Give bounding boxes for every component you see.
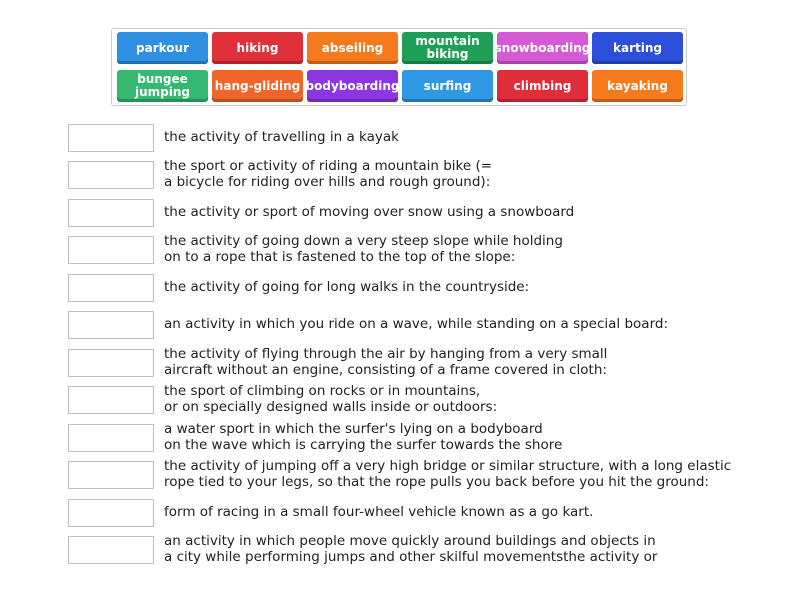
clue-1: the activity of travelling in a kayak <box>164 129 399 145</box>
clue-9: a water sport in which the surfer's lying on a bodyboard on the wave which is carrying the surfer towards the shore <box>164 421 563 453</box>
answer-slot-10[interactable] <box>68 461 154 489</box>
clue-2: the sport or activity of riding a mountain bike (= a bicycle for riding over hills and rough ground): <box>164 158 493 190</box>
clue-8: the sport of climbing on rocks or in mountains, or on specially designed walls inside or outdoors: <box>164 383 498 415</box>
answer-slot-1[interactable] <box>68 124 154 152</box>
answer-slot-4[interactable] <box>68 236 154 264</box>
tile-parkour[interactable]: parkour <box>117 32 208 64</box>
tile-bungee-jumping[interactable]: bungee jumping <box>117 70 208 102</box>
tile-snowboarding[interactable]: snowboarding <box>497 32 588 64</box>
answer-slot-12[interactable] <box>68 536 154 564</box>
answer-slot-3[interactable] <box>68 199 154 227</box>
tile-bodyboarding[interactable]: bodyboarding <box>307 70 398 102</box>
answer-slot-11[interactable] <box>68 499 154 527</box>
tile-surfing[interactable]: surfing <box>402 70 493 102</box>
answer-slot-9[interactable] <box>68 424 154 452</box>
tile-hiking[interactable]: hiking <box>212 32 303 64</box>
clue-11: form of racing in a small four-wheel vehicle known as a go kart. <box>164 504 594 520</box>
clue-12: an activity in which people move quickly around buildings and objects in a city while performing jumps and other skilful movementsthe activity or <box>164 533 658 565</box>
clue-10: the activity of jumping off a very high bridge or similar structure, with a long elastic rope tied to your legs, so that the rope pulls you back before you hit the ground: <box>164 458 732 490</box>
word-bank <box>111 28 687 106</box>
tile-climbing[interactable]: climbing <box>497 70 588 102</box>
clue-6: an activity in which you ride on a wave, while standing on a special board: <box>164 316 669 332</box>
clue-5: the activity of going for long walks in the countryside: <box>164 279 530 295</box>
answer-slot-2[interactable] <box>68 161 154 189</box>
answer-slot-7[interactable] <box>68 349 154 377</box>
clue-4: the activity of going down a very steep slope while holding on to a rope that is fastened to the top of the slope: <box>164 233 563 265</box>
tile-hang-gliding[interactable]: hang-gliding <box>212 70 303 102</box>
tile-abseiling[interactable]: abseiling <box>307 32 398 64</box>
answer-slot-8[interactable] <box>68 386 154 414</box>
clue-3: the activity or sport of moving over snow using a snowboard <box>164 204 575 220</box>
tile-mountain-biking[interactable]: mountain biking <box>402 32 493 64</box>
answer-slot-6[interactable] <box>68 311 154 339</box>
answer-slot-5[interactable] <box>68 274 154 302</box>
clue-7: the activity of flying through the air by hanging from a very small aircraft without an engine, consisting of a frame covered in cloth: <box>164 346 608 378</box>
tile-kayaking[interactable]: kayaking <box>592 70 683 102</box>
tile-karting[interactable]: karting <box>592 32 683 64</box>
